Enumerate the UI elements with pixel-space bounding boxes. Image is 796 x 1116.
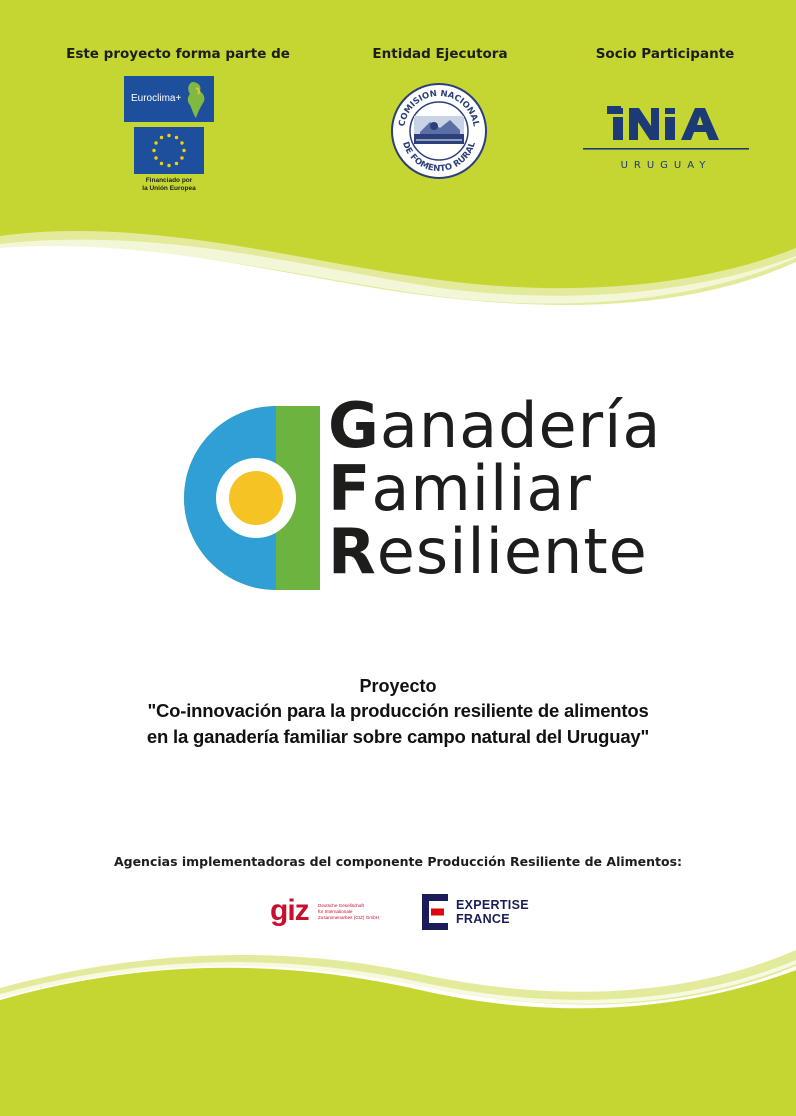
eu-star-icon [180, 141, 183, 144]
gfr-line-familiar [328, 452, 661, 525]
eu-star-icon [182, 149, 185, 152]
eu-caption-line-2: la Unión Europea [142, 185, 196, 192]
eu-star-icon [175, 136, 178, 139]
gfr-sun-icon [229, 471, 283, 525]
header-label-program: Este proyecto forma parte de [66, 46, 290, 62]
giz-full-name [318, 903, 408, 921]
gfr-wordmark [328, 389, 662, 588]
gfr-initial-r: R [328, 515, 377, 588]
project-title-line-1: "Co-innovación para la producción resiliente de alimentos [147, 700, 649, 721]
eu-caption-line-1: Financiado por [145, 177, 193, 184]
ef-line-1: EXPERTISE [456, 898, 529, 912]
inia-wordmark-icon [613, 108, 719, 140]
expertise-france-text [456, 898, 529, 926]
gfr-rest-resiliente: esiliente [376, 515, 648, 588]
seal-ring-top-text: COMISION NACIONAL [397, 88, 481, 128]
eu-star-icon [167, 164, 170, 167]
eu-star-icon [180, 156, 183, 159]
gfr-brand-mark [172, 402, 320, 594]
giz-line-1: Deutsche Gesellschaft [318, 903, 364, 908]
eu-star-icon [160, 136, 163, 139]
eu-caption [124, 177, 214, 193]
giz-line-2: für Internationale [318, 909, 353, 914]
eu-star-icon [152, 149, 155, 152]
gfr-initial-f: F [328, 452, 372, 525]
agencies-heading: Agencias implementadoras del componente Producción Resiliente de Alimentos: [113, 854, 683, 869]
giz-line-3: Zusammenarbeit (GIZ) GmbH [318, 915, 380, 920]
eu-star-icon [167, 134, 170, 137]
gfr-line-ganaderia [328, 389, 662, 462]
cnfr-seal-logo [390, 82, 488, 180]
gfr-rest-familiar: amiliar [371, 452, 592, 525]
seal-farm-scene-icon [414, 116, 464, 144]
expertise-france-mark-icon [422, 894, 448, 930]
project-title-line-2: en la ganadería familiar sobre campo natural del Uruguay" [146, 726, 650, 747]
gfr-line-resiliente [328, 515, 661, 588]
header-label-partner: Socio Participante [595, 46, 735, 62]
header-label-executor: Entidad Ejecutora [372, 46, 508, 62]
euroclima-logo [124, 76, 214, 122]
americas-map-icon [124, 76, 214, 122]
gfr-rest-ganaderia: anadería [379, 389, 662, 462]
project-label: Proyecto [359, 676, 437, 696]
eu-flag-icon [134, 127, 204, 174]
inia-uruguay-logo [583, 96, 749, 172]
euroclima-text: Euroclima+ [131, 93, 182, 104]
ef-line-2: FRANCE [456, 912, 510, 926]
gfr-initial-g: G [328, 389, 380, 462]
giz-logo: giz [270, 894, 309, 927]
eu-star-icon [160, 162, 163, 165]
eu-star-icon [175, 162, 178, 165]
eu-star-icon [154, 141, 157, 144]
seal-ring-bottom-text: DE FOMENTO RURAL [400, 140, 478, 175]
eu-star-icon [154, 156, 157, 159]
inia-country-text: URUGUAY [620, 160, 712, 171]
